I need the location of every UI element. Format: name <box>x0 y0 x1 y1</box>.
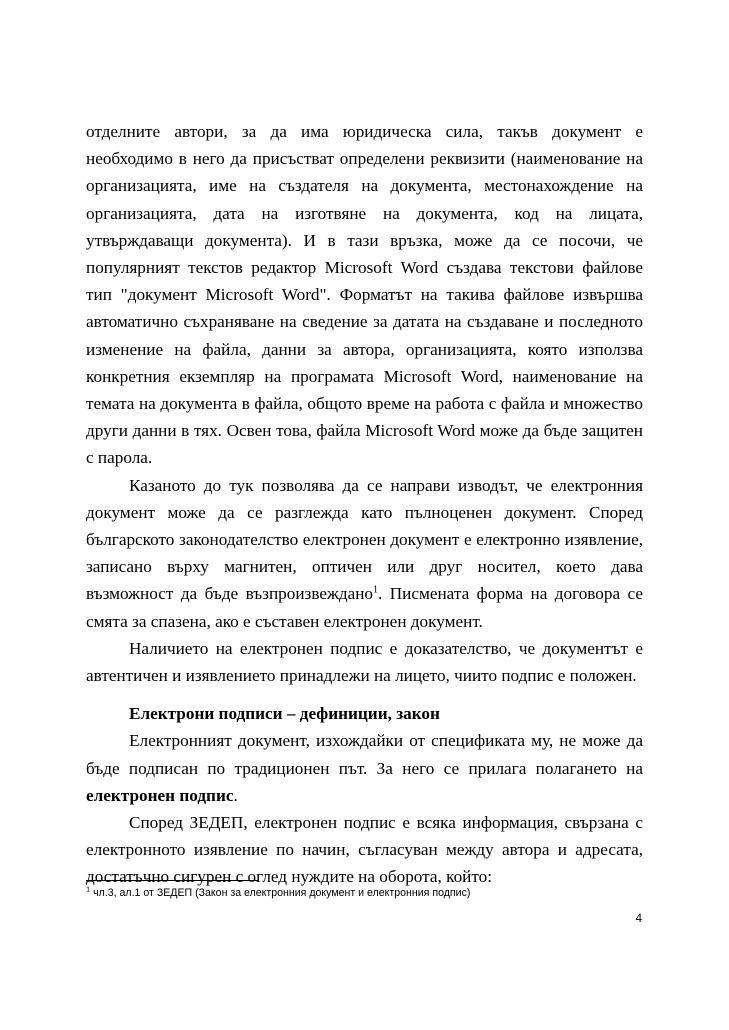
footnote-number: 1 <box>86 884 91 894</box>
paragraph-signing <box>86 727 643 809</box>
page-number: 4 <box>635 913 642 925</box>
paragraph-definition: Според ЗЕДЕП, електронен подпис е всяка информация, свързана с електронното изявление по начин, съгласуван между автора и адресата, достатъчно сигурен с оглед нуждите на оборота, който: <box>86 813 643 887</box>
section-heading: Електрони подписи – дефиниции, закон <box>129 704 440 724</box>
paragraph-text: . <box>233 785 238 805</box>
paragraph-continuation: отделните автори, за да има юридическа сила, такъв документ е необходимо в него да присъстват определени реквизити (наименование на организацията, име на създателя на документа, местонахождение на организацията, дата на изготвяне на документа, код на лицата, утвърждаващи документа). И в тази връзка, може да се посочи, че популярният текстов редактор Microsoft Word създава текстови файлове тип "документ Microsoft Word". Форматът на такива файлове извършва автоматично съхраняване на сведение за датата на създаване и последното изменение на файла, данни за автора, организацията, която използва конкретния екземпляр на програмата Microsoft Word, наименование на темата на документа в файла, общото време на работа с файла и множество други данни в тях. Освен това, файла Microsoft Word може да бъде защитен с парола. <box>86 122 643 468</box>
paragraph-electronic-document <box>86 472 643 635</box>
paragraph-text: Казаното до тук позволява да се направи изводът, че електронния документ може да се разглежда като пълноценен документ. Според българското законодателство електронен документ е електронно изявление, записано върху магнитен, оптичен или друг носител, което дава възможност да бъде възпроизвеждано <box>86 475 643 604</box>
paragraph-text: . Писмената форма на договора се смята за спазена, ако е съставен електронен документ. <box>86 584 643 631</box>
paragraph-signature-proof: Наличието на електронен подпис е доказателство, че документът е автентичен и изявлението принадлежи на лицето, чиито подпис е положен. <box>86 638 643 686</box>
footnote-reference[interactable]: 1 <box>373 584 379 596</box>
footnote <box>86 886 643 900</box>
bold-term: електронен подпис <box>86 785 234 805</box>
footnote-text: чл.3, ал.1 от ЗЕДЕП (Закон за електронния документ и електронния подпис) <box>90 887 471 899</box>
footnote-separator <box>86 880 258 881</box>
paragraph-text: Електронният документ, изхождайки от спецификата му, не може да бъде подписан по традиционен път. За него се прилага полагането на <box>86 731 643 778</box>
